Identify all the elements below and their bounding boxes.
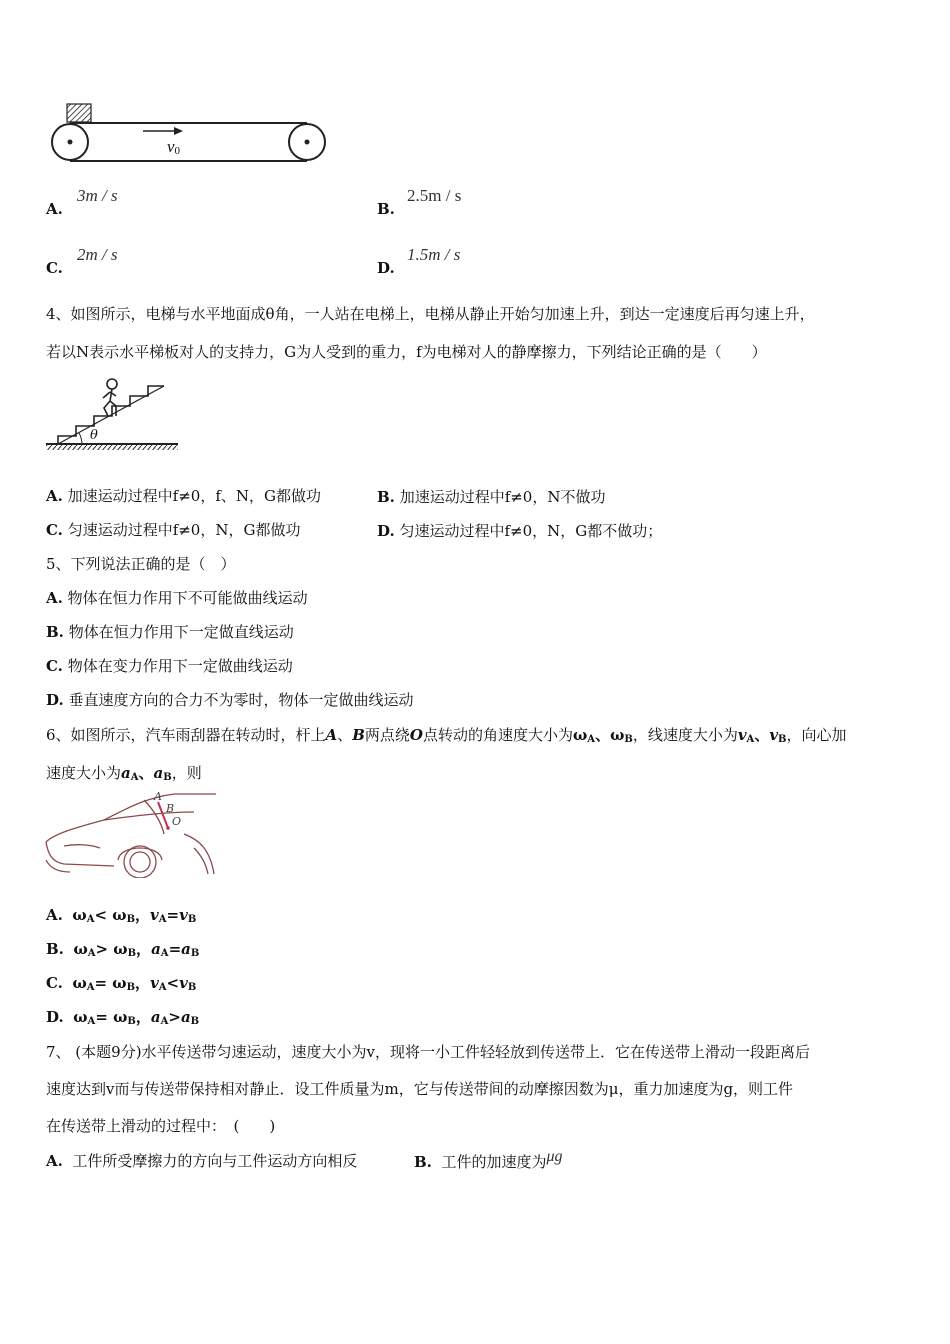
q6-option-a: A. $\omega_A< \omega_B$，$v_A=v_B$ bbox=[46, 906, 197, 925]
escalator-theta-label: θ bbox=[90, 428, 98, 443]
q4-stem-line1: 4、如图所示，电梯与水平地面成θ角，一人站在电梯上，电梯从静止开始匀加速上升，到达一定速度后再匀速上升， bbox=[46, 305, 815, 323]
conveyor-belt-figure bbox=[46, 100, 336, 170]
q3-option-d-letter: D. bbox=[377, 259, 395, 277]
q5-stem: 5、下列说法正确的是（ ） bbox=[46, 555, 236, 573]
q3-option-c-letter: C. bbox=[46, 259, 63, 277]
wiper-label-b: B bbox=[166, 802, 175, 815]
q5-option-a: A. 物体在恒力作用下不可能做曲线运动 bbox=[46, 589, 308, 607]
q6-option-b: B. $\omega_A> \omega_B$，$a_A=a_B$ bbox=[46, 940, 200, 959]
q5-option-b: B. 物体在恒力作用下一定做直线运动 bbox=[46, 623, 294, 641]
q4-stem-line2: 若以N表示水平梯板对人的支持力，G为人受到的重力，f为电梯对人的静摩擦力，下列结论正确的是（ ） bbox=[46, 343, 767, 361]
belt-block bbox=[67, 104, 91, 122]
q3-option-d-value: 1.5m / s bbox=[407, 245, 461, 264]
q3-option-c-value: 2m / s bbox=[77, 245, 118, 264]
q3-option-b-letter: B. bbox=[377, 200, 395, 218]
q6-option-c: C. $\omega_A= \omega_B$，$v_A<v_B$ bbox=[46, 974, 197, 993]
q5-option-c: C. 物体在变力作用下一定做曲线运动 bbox=[46, 657, 293, 675]
conveyor-v0-label: $v_0$ bbox=[167, 137, 181, 157]
person-head bbox=[107, 379, 117, 389]
q7-stem-line2: 速度达到v而与传送带保持相对静止．设工件质量为m，它与传送带间的动摩擦因数为μ，重力加速度为g，则工件 bbox=[46, 1080, 794, 1098]
q3-option-a-value: 3m / s bbox=[77, 186, 118, 205]
q7-option-b: B. 工件的加速度为μg bbox=[414, 1148, 563, 1171]
car-wiper-figure bbox=[44, 790, 220, 878]
q7-option-a: A. 工件所受摩擦力的方向与工件运动方向相反 bbox=[46, 1152, 358, 1170]
wiper-label-a: A bbox=[154, 790, 162, 803]
q6-option-d: D. $\omega_A= \omega_B$，$a_A>a_B$ bbox=[46, 1008, 200, 1027]
q4-option-c: C. 匀速运动过程中f≠0，N，G都做功 bbox=[46, 521, 301, 539]
q6-stem-line2: 速度大小为$a_A$、$a_B$，则 bbox=[46, 764, 202, 783]
q4-option-b: B. 加速运动过程中f≠0，N不做功 bbox=[377, 488, 606, 506]
q7-stem-line3: 在传送带上滑动的过程中： ( ) bbox=[46, 1117, 276, 1135]
q3-option-a-letter: A. bbox=[46, 200, 63, 218]
q5-option-d: D. 垂直速度方向的合力不为零时，物体一定做曲线运动 bbox=[46, 691, 414, 709]
q6-stem-line1: 6、如图所示，汽车雨刮器在转动时，杆上A、B两点绕O点转动的角速度大小为$\omega_A$、$\omega_B$，线速度大小为$v_A$、$v_B$，向心加 bbox=[46, 726, 847, 745]
wiper-label-o: O bbox=[172, 815, 182, 828]
q4-option-a: A. 加速运动过程中f≠0，f、N，G都做功 bbox=[46, 487, 321, 505]
q4-option-d: D. 匀速运动过程中f≠0，N，G都不做功； bbox=[377, 522, 663, 540]
escalator-figure bbox=[46, 374, 182, 454]
q7-option-b-math: μg bbox=[546, 1148, 563, 1165]
q3-option-b-value: 2.5m / s bbox=[407, 186, 462, 205]
q7-stem-line1: 7、 (本题9分)水平传送带匀速运动，速度大小为v，现将一小工件轻轻放到传送带上．它在传送带上滑动一段距离后 bbox=[46, 1043, 811, 1061]
